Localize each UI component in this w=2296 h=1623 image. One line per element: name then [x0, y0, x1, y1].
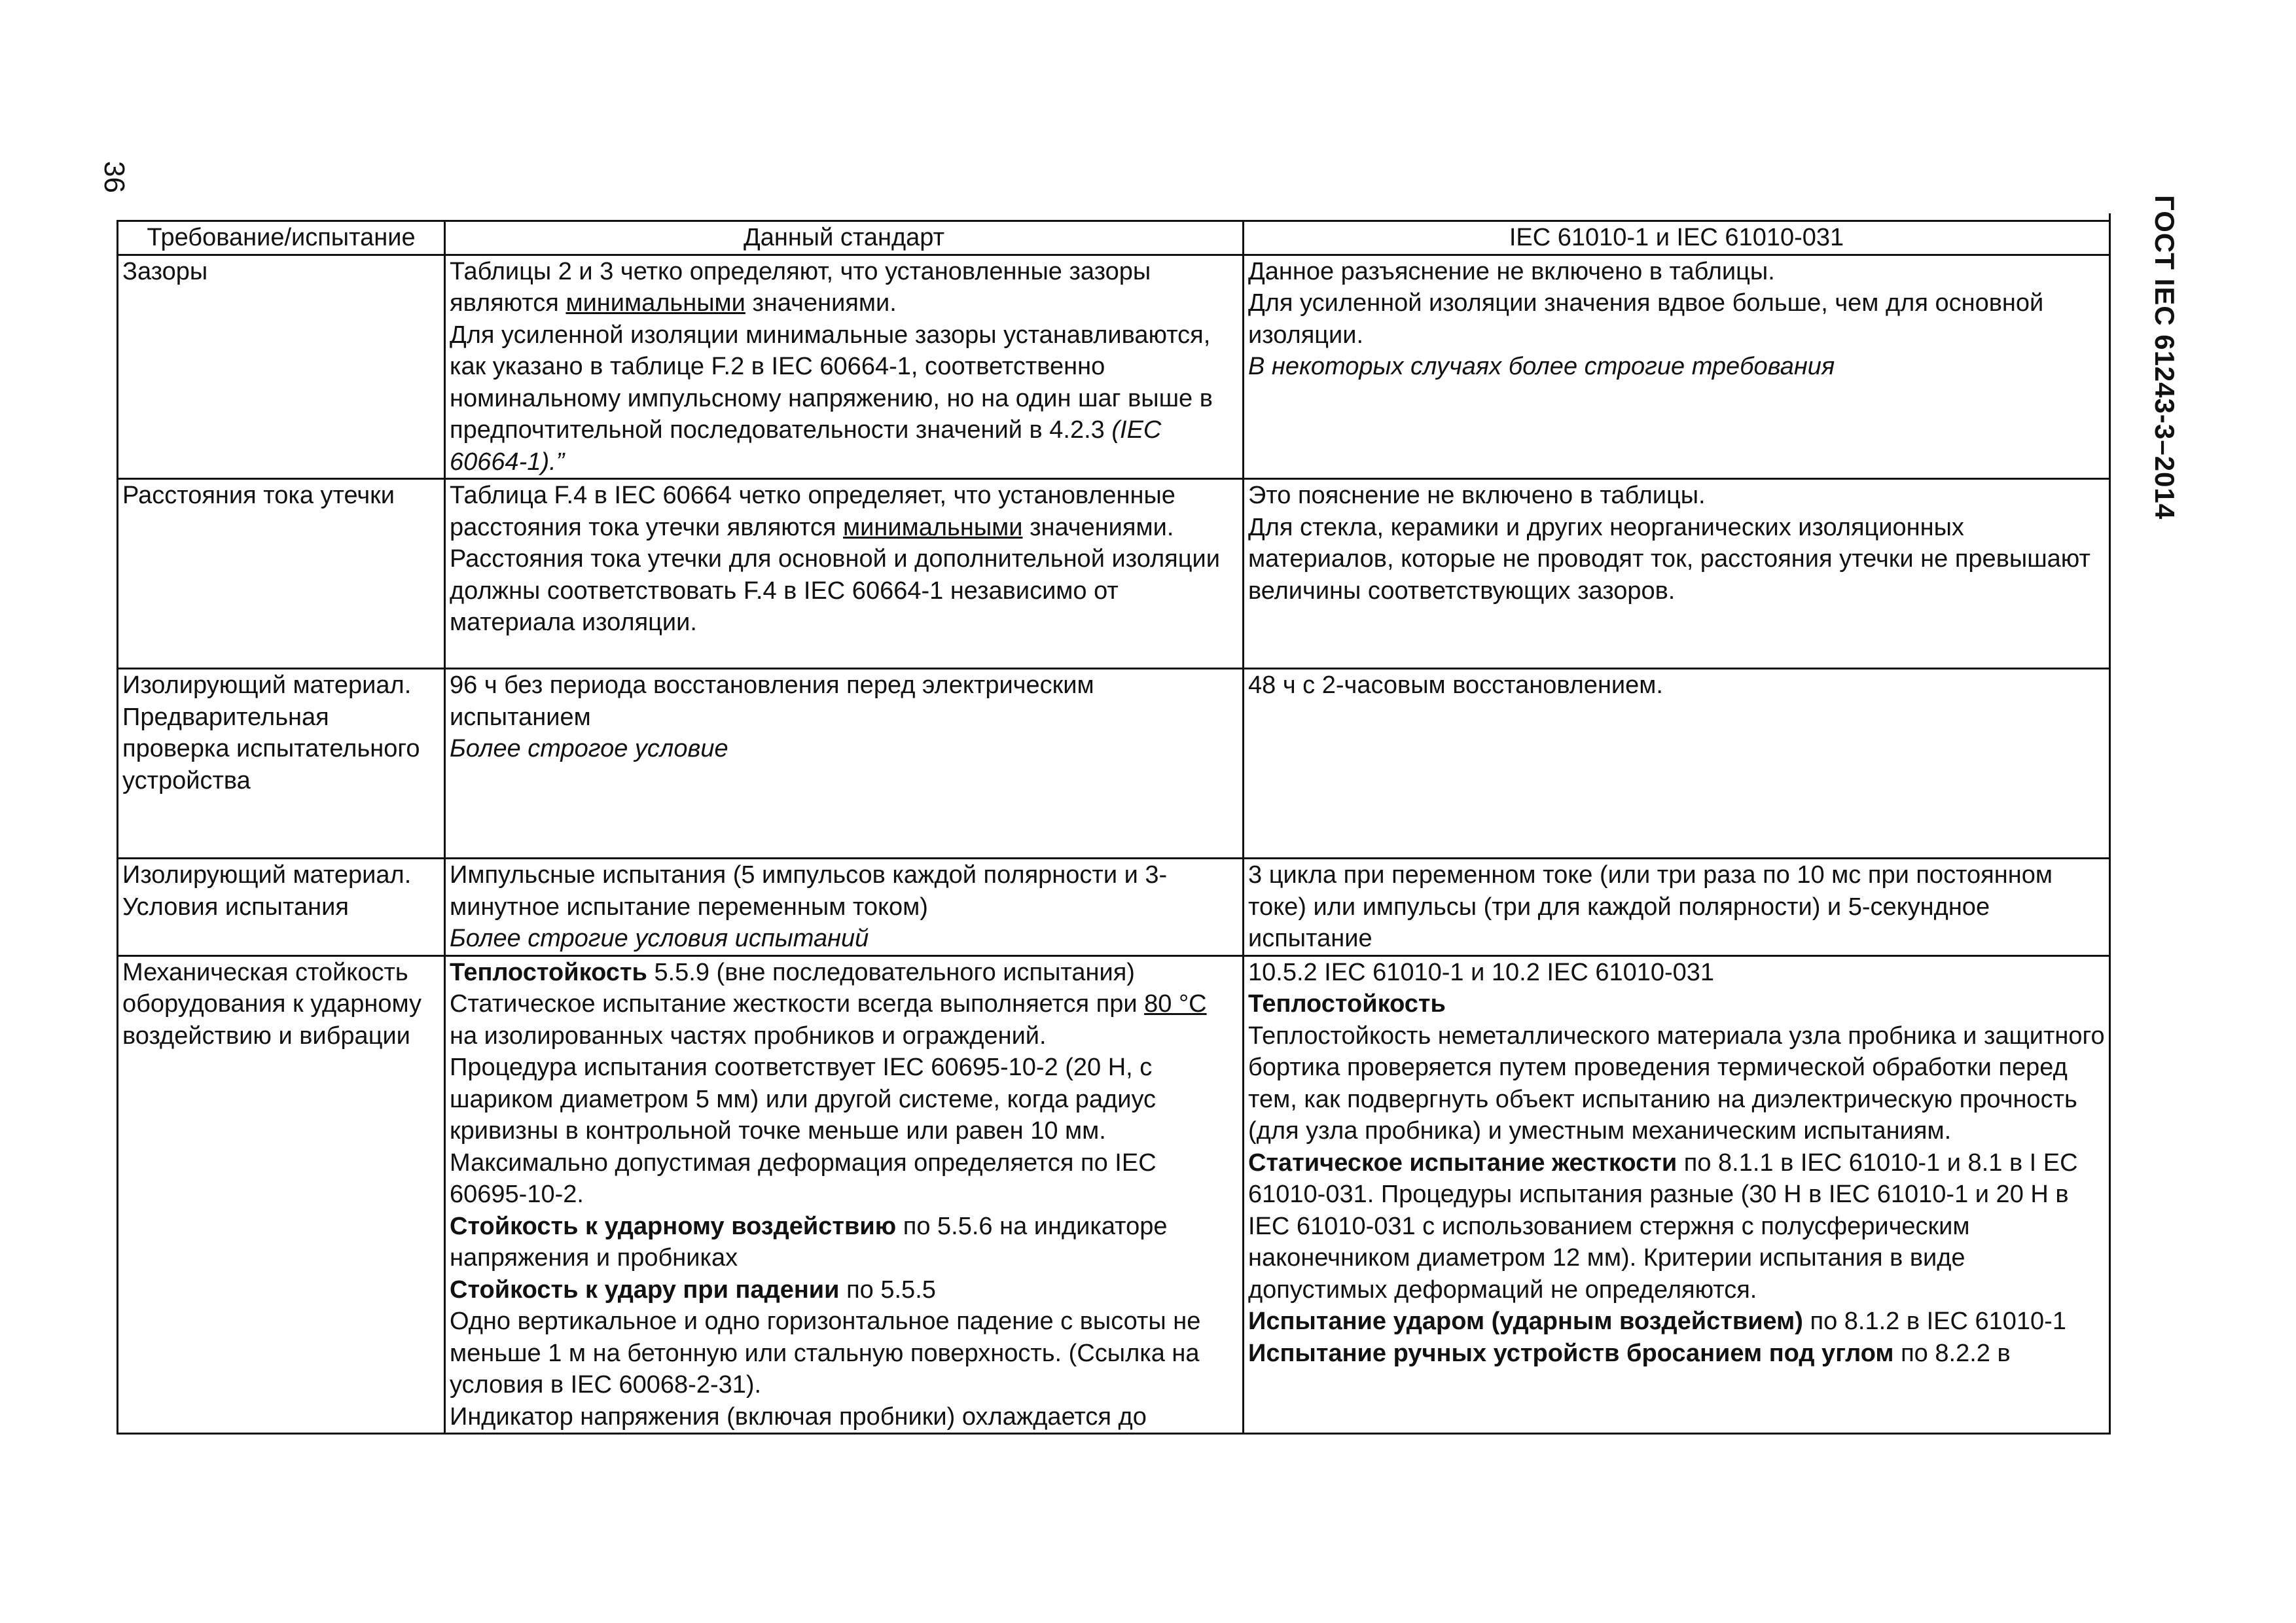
header-this-standard: Данный стандарт — [445, 221, 1244, 255]
standard-cell: 96 ч без периода восстановления перед электрическим испытанием Более строгое условие — [445, 669, 1244, 859]
requirement-cell: Изолирующий материал. Условия испытания — [118, 859, 445, 956]
iec-cell: 48 ч с 2-часовым восстановлением. — [1244, 669, 2110, 859]
requirement-cell: Механическая стойкость оборудования к ударному воздействию и вибрации — [118, 955, 445, 1434]
page-number: 36 — [98, 161, 130, 193]
table-row — [118, 669, 2110, 859]
table-row — [118, 859, 2110, 956]
table-row — [118, 479, 2110, 669]
table-row — [118, 255, 2110, 479]
comparison-table — [117, 220, 2111, 1435]
standard-cell: Таблицы 2 и 3 четко определяют, что установленные зазоры являются минимальными значениями. Для усиленной изоляции минимальные зазоры устанавливаются, как указано в таблице F.2 в IEC 60664-1, соответственно номинальному импульсному напряжению, но на один шаг выше в предпочтительной последовательности значений в 4.2.3 (IEC 60664-1).” — [445, 255, 1244, 479]
standard-cell: Таблица F.4 в IEC 60664 четко определяет, что установленные расстояния тока утечки являются минимальными значениями. Расстояния тока утечки для основной и дополнительной изоляции должны соответствовать F.4 в IEC 60664-1 независимо от материала изоляции. — [445, 479, 1244, 669]
standard-cell: Импульсные испытания (5 импульсов каждой полярности и 3-минутное испытание переменным током) Более строгие условия испытаний — [445, 859, 1244, 956]
table-row — [118, 955, 2110, 1434]
iec-cell: Это пояснение не включено в таблицы. Для стекла, керамики и других неорганических изоляционных материалов, которые не проводят ток, расстояния утечки не превышают величины соответствующих зазоров. — [1244, 479, 2110, 669]
requirement-cell: Расстояния тока утечки — [118, 479, 445, 669]
requirement-cell: Изолирующий материал. Предварительная проверка испытательного устройства — [118, 669, 445, 859]
standard-cell: Теплостойкость 5.5.9 (вне последовательного испытания) Статическое испытание жесткости всегда выполняется при 80 °С на изолированных частях пробников и ограждений. Процедура испытания соответствует IEC 60695-10-2 (20 Н, с шариком диаметром 5 мм) или другой системе, когда радиус кривизны в контрольной точке меньше или равен 10 мм. Максимально допустимая деформация определяется по IEC 60695-10-2. Стойкость к ударному воздействию по 5.5.6 на индикаторе напряжения и пробниках Стойкость к удару при падении по 5.5.5 Одно вертикальное и одно горизонтальное падение с высоты не меньше 1 м на бетонную или стальную поверхность. (Ссылка на условия в IEC 60068-2-31). Индикатор напряжения (включая пробники) охлаждается до — [445, 955, 1244, 1434]
requirement-cell: Зазоры — [118, 255, 445, 479]
header-requirement: Требование/испытание — [118, 221, 445, 255]
iec-cell: 3 цикла при переменном токе (или три раза по 10 мс при постоянном токе) или импульсы (три для каждой полярности) и 5-секундное испытание — [1244, 859, 2110, 956]
table-header-row — [118, 221, 2110, 255]
header-iec: IEC 61010-1 и IEC 61010-031 — [1244, 221, 2110, 255]
iec-cell: Данное разъяснение не включено в таблицы. Для усиленной изоляции значения вдвое больше, чем для основной изоляции. В некоторых случаях более строгие требования — [1244, 255, 2110, 479]
iec-cell: 10.5.2 IEC 61010-1 и 10.2 IEC 61010-031 Теплостойкость Теплостойкость неметаллического материала узла пробника и защитного бортика проверяется путем проведения термической обработки перед тем, как подвергнуть объект испытанию на диэлектрическую прочность (для узла пробника) и уместным механическим испытаниям. Статическое испытание жесткости по 8.1.1 в IEC 61010-1 и 8.1 в I EC 61010-031. Процедуры испытания разные (30 Н в IEC 61010-1 и 20 Н в IEC 61010-031 с использованием стержня с полусферическим наконечником диаметром 12 мм). Критерии испытания в виде допустимых деформаций не определяются. Испытание ударом (ударным воздействием) по 8.1.2 в IEC 61010-1 Испытание ручных устройств бросанием под углом по 8.2.2 в — [1244, 955, 2110, 1434]
document-code: ГОСТ IEC 61243-3–2014 — [2149, 195, 2180, 520]
